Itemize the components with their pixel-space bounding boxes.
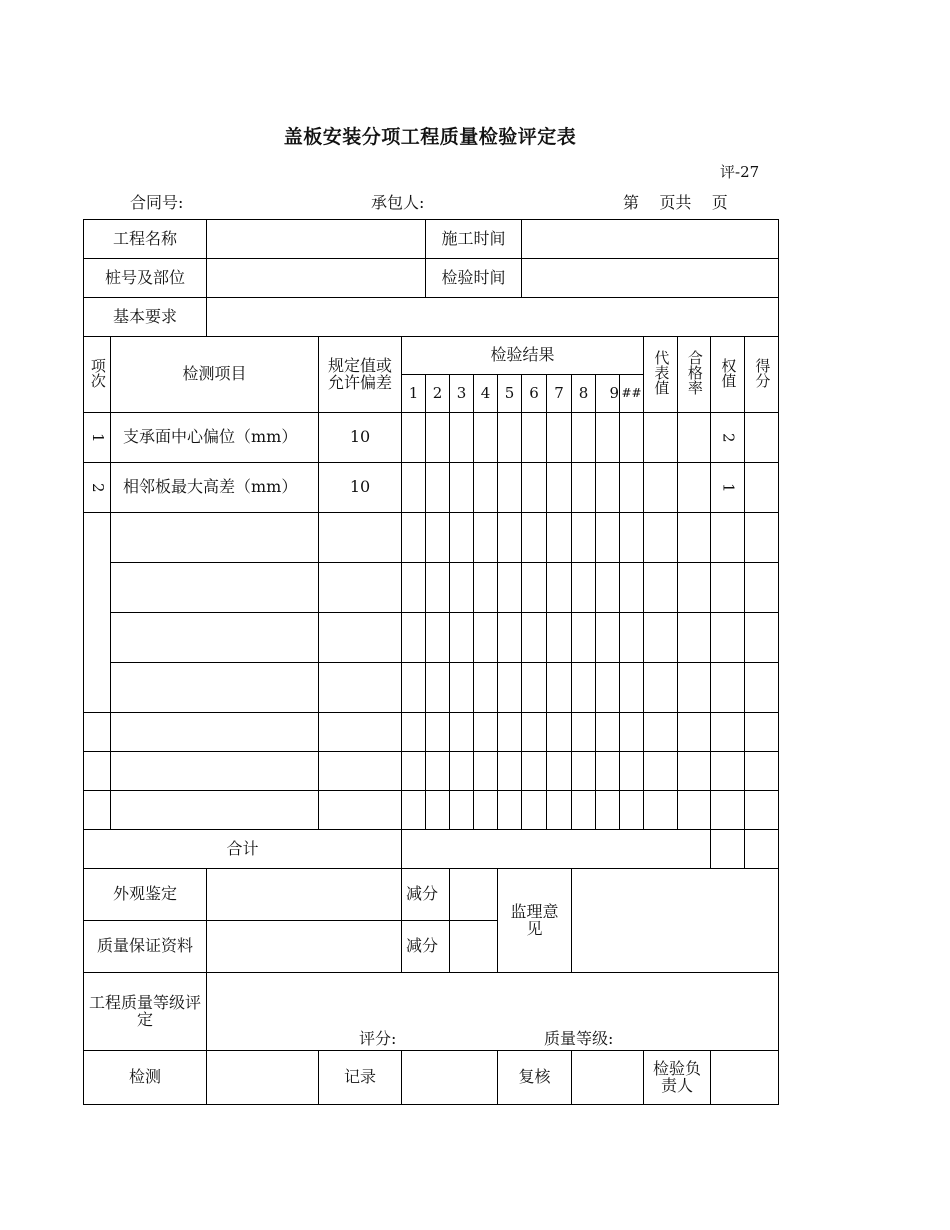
responsible-value[interactable] (711, 1051, 779, 1105)
basic-requirements-label: 基本要求 (84, 298, 207, 337)
record-label: 记录 (319, 1051, 402, 1105)
score-cell[interactable] (745, 713, 779, 752)
item-spec-empty[interactable] (319, 563, 402, 613)
result-cell[interactable] (498, 463, 522, 513)
result-cell[interactable] (620, 752, 644, 791)
result-cell[interactable] (402, 613, 426, 663)
pass-rate-header: 合格率 (678, 337, 711, 413)
quality-docs-value[interactable] (207, 921, 402, 973)
inspection-time-label: 检验时间 (426, 259, 522, 298)
record-value[interactable] (402, 1051, 498, 1105)
result-col-2: 2 (426, 375, 450, 413)
result-cell[interactable] (474, 713, 498, 752)
signature-row (84, 1051, 779, 1105)
result-cell[interactable] (498, 513, 522, 563)
quality-docs-label: 质量保证资料 (84, 921, 207, 973)
table-row (84, 413, 779, 463)
result-cell[interactable] (474, 463, 498, 513)
result-cell[interactable] (426, 413, 450, 463)
result-cell[interactable] (498, 613, 522, 663)
grade-eval-value[interactable] (207, 973, 779, 1051)
project-name-value[interactable] (207, 220, 426, 259)
result-cell[interactable] (474, 752, 498, 791)
result-cell[interactable] (572, 613, 596, 663)
result-cell[interactable] (474, 413, 498, 463)
result-cell[interactable] (498, 791, 522, 830)
result-cell[interactable] (450, 563, 474, 613)
result-cell[interactable] (547, 563, 572, 613)
item-no-header: 项次 (84, 337, 111, 413)
item-name-empty[interactable] (111, 663, 319, 713)
responsible-label: 检验负责人 (644, 1051, 711, 1105)
score-cell[interactable] (745, 563, 779, 613)
representative-cell[interactable] (644, 513, 678, 563)
pass-rate-cell[interactable] (678, 513, 711, 563)
result-cell[interactable] (620, 663, 644, 713)
basic-requirements-row (84, 298, 779, 337)
representative-header: 代表值 (644, 337, 678, 413)
pass-rate-cell[interactable] (678, 613, 711, 663)
result-cell[interactable] (620, 613, 644, 663)
weight-cell[interactable] (711, 752, 745, 791)
item-weight: 2 (711, 413, 745, 463)
total-label: 合计 (84, 830, 402, 869)
weight-cell[interactable] (711, 513, 745, 563)
result-cell[interactable] (474, 791, 498, 830)
result-cell[interactable] (426, 791, 450, 830)
result-cell[interactable] (596, 791, 620, 830)
page-info: 第 页共 页 (623, 193, 728, 212)
result-cell[interactable] (547, 791, 572, 830)
weight-cell[interactable] (711, 713, 745, 752)
result-cell[interactable] (620, 513, 644, 563)
result-col-6: 6 (522, 375, 547, 413)
item-name: 支承面中心偏位（mm） (111, 413, 319, 463)
result-cell[interactable] (402, 413, 426, 463)
result-cell[interactable] (547, 713, 572, 752)
table-row (84, 613, 779, 663)
item-spec-empty[interactable] (319, 513, 402, 563)
pass-rate-cell[interactable] (678, 713, 711, 752)
page-title: 盖板安装分项工程质量检验评定表 (283, 126, 577, 148)
result-cell[interactable] (498, 413, 522, 463)
table-row (84, 791, 779, 830)
result-cell[interactable] (620, 463, 644, 513)
score-cell[interactable] (745, 663, 779, 713)
inspection-item-header: 检测项目 (111, 337, 319, 413)
result-col-3: 3 (450, 375, 474, 413)
item-name-empty[interactable] (111, 713, 319, 752)
result-cell[interactable] (596, 563, 620, 613)
table-row (84, 713, 779, 752)
result-cell[interactable] (450, 463, 474, 513)
item-weight: 1 (711, 463, 745, 513)
supervision-value[interactable] (572, 869, 779, 973)
result-cell[interactable] (572, 713, 596, 752)
item-no-empty[interactable] (84, 713, 111, 752)
station-row (84, 259, 779, 298)
result-col-9: 9 (596, 375, 620, 413)
project-name-label: 工程名称 (84, 220, 207, 259)
item-no-empty[interactable] (84, 752, 111, 791)
result-cell[interactable] (402, 513, 426, 563)
result-cell[interactable] (572, 413, 596, 463)
result-cell[interactable] (402, 713, 426, 752)
result-cell[interactable] (547, 513, 572, 563)
result-cell[interactable] (474, 663, 498, 713)
item-name-empty[interactable] (111, 563, 319, 613)
column-header-row (84, 337, 779, 375)
pass-rate-cell[interactable] (678, 463, 711, 513)
table-row (84, 563, 779, 613)
quality-docs-deduct-value[interactable] (450, 921, 498, 973)
result-cell[interactable] (596, 413, 620, 463)
result-cell[interactable] (426, 713, 450, 752)
appearance-label: 外观鉴定 (84, 869, 207, 921)
result-cell[interactable] (620, 413, 644, 463)
quality-docs-deduct-label: 减分 (402, 921, 450, 973)
result-cell[interactable] (450, 613, 474, 663)
results-header: 检验结果 (402, 337, 644, 375)
table-row (84, 463, 779, 513)
result-cell[interactable] (547, 663, 572, 713)
item-name-empty[interactable] (111, 752, 319, 791)
result-cell[interactable] (522, 791, 547, 830)
representative-cell[interactable] (644, 791, 678, 830)
result-col-4: 4 (474, 375, 498, 413)
result-cell[interactable] (402, 752, 426, 791)
result-cell[interactable] (522, 663, 547, 713)
supervision-label: 监理意见 (498, 869, 572, 973)
result-cell[interactable] (547, 463, 572, 513)
inspection-time-value[interactable] (522, 259, 779, 298)
result-cell[interactable] (402, 663, 426, 713)
result-cell[interactable] (522, 752, 547, 791)
result-cell[interactable] (498, 752, 522, 791)
result-cell[interactable] (572, 752, 596, 791)
table-row (84, 752, 779, 791)
result-cell[interactable] (498, 563, 522, 613)
result-cell[interactable] (402, 791, 426, 830)
item-name-empty[interactable] (111, 791, 319, 830)
score-cell[interactable] (745, 752, 779, 791)
item-spec-empty[interactable] (319, 663, 402, 713)
pass-rate-cell[interactable] (678, 663, 711, 713)
result-cell[interactable] (450, 791, 474, 830)
result-cell[interactable] (572, 791, 596, 830)
appearance-row (84, 869, 779, 921)
result-cell[interactable] (522, 413, 547, 463)
score-cell[interactable] (745, 791, 779, 830)
weight-header: 权值 (711, 337, 745, 413)
result-cell[interactable] (450, 513, 474, 563)
pass-rate-cell[interactable] (678, 752, 711, 791)
total-row (84, 830, 779, 869)
result-cell[interactable] (426, 513, 450, 563)
weight-cell[interactable] (711, 613, 745, 663)
result-cell[interactable] (498, 663, 522, 713)
basic-requirements-value[interactable] (207, 298, 779, 337)
representative-cell[interactable] (644, 413, 678, 463)
result-cell[interactable] (450, 663, 474, 713)
item-spec: 10 (319, 413, 402, 463)
representative-cell[interactable] (644, 563, 678, 613)
result-cell[interactable] (522, 463, 547, 513)
result-cell[interactable] (572, 463, 596, 513)
result-cell[interactable] (596, 513, 620, 563)
result-cell[interactable] (426, 613, 450, 663)
result-cell[interactable] (547, 752, 572, 791)
result-cell[interactable] (402, 563, 426, 613)
item-name: 相邻板最大高差（mm） (111, 463, 319, 513)
review-value[interactable] (572, 1051, 644, 1105)
weight-cell[interactable] (711, 563, 745, 613)
inspect-value[interactable] (207, 1051, 319, 1105)
result-cell[interactable] (596, 463, 620, 513)
score-label: 评分: (359, 1029, 397, 1049)
result-cell[interactable] (426, 663, 450, 713)
result-cell[interactable] (620, 713, 644, 752)
result-cell[interactable] (547, 613, 572, 663)
project-name-row (84, 220, 779, 259)
form-code: 评-27 (720, 163, 760, 181)
total-results-cell[interactable] (402, 830, 711, 869)
grade-row (84, 973, 779, 1051)
item-spec-empty[interactable] (319, 713, 402, 752)
result-cell[interactable] (547, 413, 572, 463)
item-name-empty[interactable] (111, 613, 319, 663)
pass-rate-cell[interactable] (678, 791, 711, 830)
pass-rate-cell[interactable] (678, 563, 711, 613)
table-row (84, 513, 779, 563)
review-label: 复核 (498, 1051, 572, 1105)
score-header: 得分 (745, 337, 779, 413)
contractor-label: 承包人: (371, 193, 425, 212)
spec-header: 规定值或允许偏差 (319, 337, 402, 413)
representative-cell[interactable] (644, 713, 678, 752)
item-name-empty[interactable] (111, 513, 319, 563)
item-spec-empty[interactable] (319, 791, 402, 830)
item-no-empty[interactable] (84, 513, 111, 713)
result-cell[interactable] (474, 613, 498, 663)
grade-label: 质量等级: (544, 1029, 614, 1049)
result-cell[interactable] (474, 513, 498, 563)
result-cell[interactable] (572, 513, 596, 563)
result-cell[interactable] (498, 713, 522, 752)
result-col-1: 1 (402, 375, 426, 413)
item-no-empty[interactable] (84, 791, 111, 830)
total-weight-cell[interactable] (711, 830, 745, 869)
appearance-deduct-label: 减分 (402, 869, 450, 921)
inspect-label: 检测 (84, 1051, 207, 1105)
result-cell[interactable] (620, 563, 644, 613)
result-cell[interactable] (426, 752, 450, 791)
representative-cell[interactable] (644, 663, 678, 713)
item-spec-empty[interactable] (319, 613, 402, 663)
representative-cell[interactable] (644, 613, 678, 663)
result-cell[interactable] (426, 563, 450, 613)
result-cell[interactable] (596, 713, 620, 752)
weight-cell[interactable] (711, 663, 745, 713)
grade-eval-label: 工程质量等级评定 (84, 973, 207, 1051)
construction-time-value[interactable] (522, 220, 779, 259)
result-cell[interactable] (402, 463, 426, 513)
result-cell[interactable] (596, 613, 620, 663)
representative-cell[interactable] (644, 463, 678, 513)
construction-time-label: 施工时间 (426, 220, 522, 259)
result-col-10: ## (620, 375, 644, 413)
total-score-cell[interactable] (745, 830, 779, 869)
item-spec-empty[interactable] (319, 752, 402, 791)
result-cell[interactable] (522, 613, 547, 663)
item-no: 1 (84, 413, 111, 463)
result-cell[interactable] (474, 563, 498, 613)
result-cell[interactable] (596, 752, 620, 791)
result-cell[interactable] (596, 663, 620, 713)
score-cell[interactable] (745, 513, 779, 563)
result-cell[interactable] (450, 752, 474, 791)
inspection-form-table (83, 219, 779, 1105)
item-no: 2 (84, 463, 111, 513)
result-cell[interactable] (522, 713, 547, 752)
result-cell[interactable] (450, 713, 474, 752)
result-cell[interactable] (426, 463, 450, 513)
representative-cell[interactable] (644, 752, 678, 791)
score-cell[interactable] (745, 413, 779, 463)
station-location-value[interactable] (207, 259, 426, 298)
result-col-7: 7 (547, 375, 572, 413)
contract-no-label: 合同号: (130, 193, 184, 212)
appearance-value[interactable] (207, 869, 402, 921)
result-cell[interactable] (620, 791, 644, 830)
result-cell[interactable] (522, 563, 547, 613)
table-row (84, 663, 779, 713)
result-cell[interactable] (450, 413, 474, 463)
weight-cell[interactable] (711, 791, 745, 830)
score-cell[interactable] (745, 463, 779, 513)
result-cell[interactable] (522, 513, 547, 563)
result-col-8: 8 (572, 375, 596, 413)
result-cell[interactable] (572, 663, 596, 713)
result-col-5: 5 (498, 375, 522, 413)
result-cell[interactable] (572, 563, 596, 613)
station-location-label: 桩号及部位 (84, 259, 207, 298)
pass-rate-cell[interactable] (678, 413, 711, 463)
appearance-deduct-value[interactable] (450, 869, 498, 921)
score-cell[interactable] (745, 613, 779, 663)
item-spec: 10 (319, 463, 402, 513)
